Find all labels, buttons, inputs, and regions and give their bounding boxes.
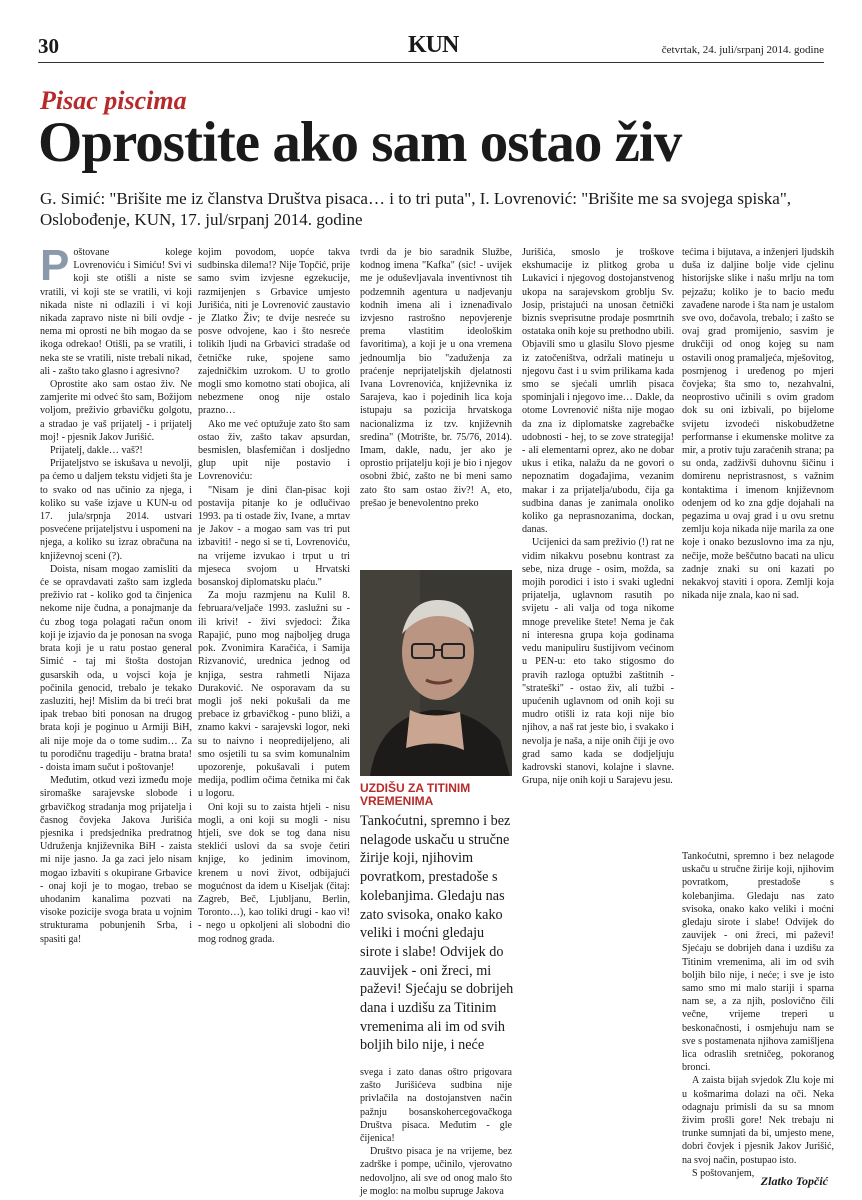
page-header (0, 0, 862, 62)
article-kicker: Pisac piscima (40, 86, 187, 115)
paragraph: oštovane kolege Lovrenoviću i Simiću! Svi vi koji ste otišli a niste se vratili, vi koji ste se vratili, vi koji nikada niste ni odlazili i vi koji nikada zapravo niste ni bili ovdje - nema mi oprosti ne bih mogao da se ikoga odrekao! Otišli, pa se vratili, i neka ste se vratili, niste trebali nikad, ali - zašto tako glasno i agresivno? (40, 247, 192, 377)
paragraph: Prijatelj, dakle… vaš?! (50, 445, 143, 457)
paragraph: tećima i bijutava, a inženjeri ljudskih duša iz daljine bolje vide cjelinu historijske slike i našu mrlju na tom pejzažu; koliko je to bacio među zavađene narode i šta nam je ustalom sve ovo, dočavola, trebalo; i zašto se ovaj grad promijenio, sasvim je drukčiji od onog kojeg su nam ostavili onog pramaljeća, mješovitog, posrnjenog i uređenog po mjeri čovjeka; šta smo to, nezahvalni, neoprostivo učinili s ovim gradom dok su oni izbivali, po bijelome svijetu izvodeći niskobudžetne performanse i ekumenske molitve za mir, a protiv tuju zaraćenih strana; pa su onda, zadživši duhovnu šičinu i domirenu nepristrasnost, s važnim kontaktima i imenom književnom odenjem od ko zna gdje dojahali na pegazima u ovaj grad i u ovu sretnu zemlju koja nikada nije marila za one koje i onako bezuslovno ima za nju, nečije, može beščutno bacati na ulicu zadnje znaki su oni kazati po nekakvoj staviti i opora. Zemlji koja nikada nije znala, kao ni sad. (682, 247, 834, 602)
paragraph: A zaista bijah svjedok Zlu koje mi u košmarima dolazi na oči. Neka odagnaju primisli da su sa mnom živim prošli gore! Nek trebaju ni trunke sumnjati da bi, umjesto mene, dobri čovjek i pjesnik Jakov Jurišić, na svoj način, postupao isto. (682, 1075, 834, 1166)
article-title: Oprostite ako sam ostao živ (38, 111, 682, 174)
article-column-3 (360, 246, 512, 564)
paragraph: svega i zato danas oštro prigovara zašto Jurišićeva sudbina nije privlačila na dostojanstven način pažnju bosanskohercegovačkoga Društva pisaca. Međutim - gle čijenica! (360, 1067, 512, 1145)
paragraph: Doista, nisam mogao zamisliti da će se opravdavati zašto sam izgleda preživio rat - koliko god ta činjenica nekome nije čudna, a ponajmanje da ću zbog toga polagati račun onom koji je izjavio da je ponosan na svoga brata koji je u ratu postao general Simić - taj mi štošta dostojan gusarskih oda, u vojsci koja je počinila genocid, trebalo je tekako zasluziti, hej! Mislim da bi treći brat ipak trebao biti ponosan na drugog brata koji je poginuo u Armiji BiH, ali nije moje da o tome sudim… Za tu porodičnu tragediju - bratna brata! - doista imam sučut i poštovanje! (40, 563, 192, 773)
article-subtitle: G. Simić: "Brišite me iz članstva Društva pisaca… i to tri puta", I. Lovrenović: "Brišite me sa svojega spiska", Oslobođenje, KUN, 17. jul/srpanj 2014. godine (40, 189, 792, 229)
paragraph: Tankoćutni, spremno i bez nelagode uskaču u stručne žirije koji, njihovim povratkom, prestadoše s kolebanjima. Gledaju nas zato svisoka, onako kako veliki i moćni gledaju sirote i slabe! Odvijek do zauvijek - oni žreci, mi paževi! Sjećaju se dobrijeh dana i uzdišu za Titinim vremenima, ali im od svih boljih bilo nije, i neće; i sve je isto samo smo mi malo stariji i sparna nam se, a za njih, poslovično čili večne, vrijeme treperi u beskonačnosti, i osmjehuju nam se sve s postamenata njihova zamišljena lica odraslih sretničeg, pokoranog bronci. (682, 851, 834, 1074)
header-rule (38, 62, 824, 63)
author-signature: Zlatko Topčić (760, 1174, 828, 1188)
paragraph: Oni koji su to zaista htjeli - nisu mogli, a oni koji su mogli - nisu htjeli, sve dok se tog dana nisu steklići uslovi da sa svoje četiri knjige, ko jedinim imovinom, krenem u novi život, odbijajući mogućnost da idem u Kiseljak (čitaj: Zagreb, Beč, Ljubljanu, Berlin, Toronto…), kao toliki drugi - kao vi! - nego u opkoljeni ali slobodni dio mog rodnog grada. (198, 801, 350, 945)
paragraph: Jurišića, smoslo je troškove ekshumacije iz plitkog groba u Lukavici i njegovog dostojanstvenog ukopa na sarajevskom groblju Sv. Josip, pristajući na unosan četnički biznis sveprisutne prodaje posmrtnih ostataka onih koje su prethodno ubili. Objavili smo u glasilu Slovo pjesme iz zatočeništva, održali matineju u njegovu čast i u svim prilikama kada smo se sjećali umrlih pisaca spominjali i njegovo ime… Dakle, da otome Lovrenović ništa nije mogao da zna iz diplomatske zagrebačke udobnosti - hej, to se zove strategija! - ali elementarni oprez, ako ne dobar ukus i etika, nalažu da ne govori o nepoznatim događajima, vezanim makar i za prijatelja/ubodu, čija ga sudbina danas je zanimala onoliko koliko ga neprasnozanima, dockan, danas. (522, 247, 674, 536)
paragraph: S poštovanjem, (692, 1167, 755, 1179)
article-column-5 (682, 246, 834, 838)
pull-quote-text: Tankoćutni, spremno i bez nelagode uskaču u stručne žirije koji, njihovim povratkom, prestadoše s kolebanjima. Gledaju nas zato svisoka, onako kako veliki i moćni gledaju sirote i slabe! Odvijek do zauvijek - oni žreci, mi paževi! Sjećaju se dobrijeh dana i uzdišu za Titinim vremenima ali im od svih boljih bilo nije, i neće (360, 813, 514, 1054)
paragraph: Ucijenici da sam preživio (!) rat ne vidim nikakvu posebnu kontrast za sebe, niza druge - osim, možda, sa mojih porodici i isto i svaki ugledni prijatelja, uglavnom rasutih po svijetu - ali valja od toga nikome mnoge prevelike štete! Nema je čak ni interesna grupa koja godinama vedu manipuliru šustijivom većinom u PEN-u: eto tako stigosmo do pravih razloga optužbi zaštitnih - "strateški" - ostao živ, ali tužbi - upućenih uglavnom od onih koji su mudro otišli iz rata koji nije bio njihov, a naš rat jeste bio, i svakako i nevolja je naša, a nije onih čiji je ovo grad samo kada se dodjeljuju kadrovski stanovi, kolajne i slavne. Grupa, nije onih koji u Sarajevu jesu. (522, 537, 674, 787)
portrait-image (360, 570, 512, 776)
paragraph: Ako me već optužuje zato što sam ostao živ, zašto takav apsurdan, besmislen, blasfemičan i dosljedno glup upit nije postavio i Lovrenoviću: (198, 418, 350, 483)
publication-logo: KUN (408, 32, 459, 58)
page-number: 30 (38, 34, 59, 58)
author-portrait-photo (360, 570, 512, 776)
article-column-5-bottom (682, 850, 834, 1179)
pull-quote-heading: UZDIŠU ZA TITINIM VREMENIMA (360, 781, 471, 808)
paragraph: Prijateljstvo se iskušava u nevolji, pa ćemo u daljem tekstu vidjeti šta je to svako od nas učinio za njega, i koliko su vaše izjave u KUN-u od 17. jula/srpnja 2014. ustvari posvećene prijateljstvu i uspomeni na njega, a koliko su izraz obračuna na književnoj sceni (?). (40, 458, 192, 562)
paragraph: "Nisam je dini član-pisac koji postavija pitanje ko je odlučivao 1993. pa ti ostade živ, Ivane, a mrtav je Jakov - a mogao sam vas tri put izbaviti! - nego si se ti, Lovrenoviću, na vrijeme izvukao i trput u tri mjeseca svojom u Hrvatski bosanskoj diplomatsku plaću." (198, 484, 350, 589)
paragraph: Međutim, otkud vezi između moje siromaške sarajevske slobode i grbavičkog stradanja mog prijatelja i časnog čovjeka Jakova Jurišića pjesnika i predsjednika predratnog Udruženja književnika BiH - zaista mi nije jasno. Ja ga zaci jelo nisam mogao izbaviti s okupirane Grbavice - onaj koji je to mogao, trebao se uhodanim kanalima pozvati na visoke pozicije svoga brata u vojnim strukturama pobunjenih Srba, i spasiti ga! (40, 775, 192, 945)
drop-cap-decoration: P (40, 241, 70, 290)
article-column-4 (522, 246, 674, 1188)
paragraph: tvrdi da je bio saradnik Službe, kodnog imena "Kafka" (sic! - uvijek me je oduševljavala inventivnost tih podzemnih agentura u nadjevanju kodnih imena ali i iznenađivalo izvjesno rastrošno nepovjerenje prema vlastitim ideološkim favoritima), a koji je u ona vremena jednoumlja bio "zaduženja za praćenje neprijateljskih djelatnosti Ivana Lovrenovića, književnika iz Sarajeva, kao i pojedinih lica koja istupaju sa pozicija hrvatskoga nacionalizma iz tzv. književnih sredina" (Motrište, br. 75/76, 2014). Imam, dakle, nadu, jer ako je oprostio prijatelju koji je bio i njegov osobni žbić, zašto ne bi meni samo zato što sam ostao živ?! A, eto, prešao je benevolentno preko (360, 247, 512, 509)
issue-date: četvrtak, 24. juli/srpanj 2014. godine (661, 44, 824, 56)
paragraph: Oprostite ako sam ostao živ. Ne zamjerite mi odveć što sam, Božijom voljom, preživio grbavičku golgotu, a stradao je vaš prijatelj - i prijatelj moj! - pjesnik Jakov Jurišić. (40, 379, 192, 443)
paragraph: kojim povodom, uopće takva sudbinska dilema!? Nije Topčić, prije samo svim izvjesne egzekucije, razmijenjen s Grbavice umjesto Jurišića, niti je Lovrenović zaustavio je Zlatko Živ; te dvije nesreće su posve odvojene, kao i što nesreće tolikih ljudi na Grbavici stradaše od četničke ruke, spojene samo zajedničkim uzrokom. U to grotlo mogli smo komotno stati obojica, ali nebezmene onog nije ostalo prazno… (198, 247, 350, 417)
article-column-2 (198, 246, 350, 1188)
paragraph: Društvo pisaca je na vrijeme, bez zadrške i pompe, učinilo, vjerovatno nedovoljno, ali sve od onog malo što je moglo: na molbu supruge Jakova (360, 1146, 512, 1197)
paragraph: Za moju razmjenu na Kulil 8. februara/veljače 1993. zaslužni su - ili krivi! - živi svjedoci: Žika Rapajić, puno mog najboljeg druga pok. Zvonimira Karačića, i Samija Rizvanović, urednica jednog od knjiga, sestra rahmetli Nijaza Duraković. Ne osporavam da su mogli još neki pokušali da me prebace iz grbavičkog - puno bliži, a znamo kakvi - sarajevski logor, neki su to naivno i neopredijeljeno, ali smo osjetili tu sa svim komunalnim upozorenje, pokušavali i putem medija, podlim očima četnika mi čak u logoru. (198, 590, 350, 800)
article-column-1 (40, 241, 192, 1188)
article-column-3-bottom (360, 1066, 512, 1197)
